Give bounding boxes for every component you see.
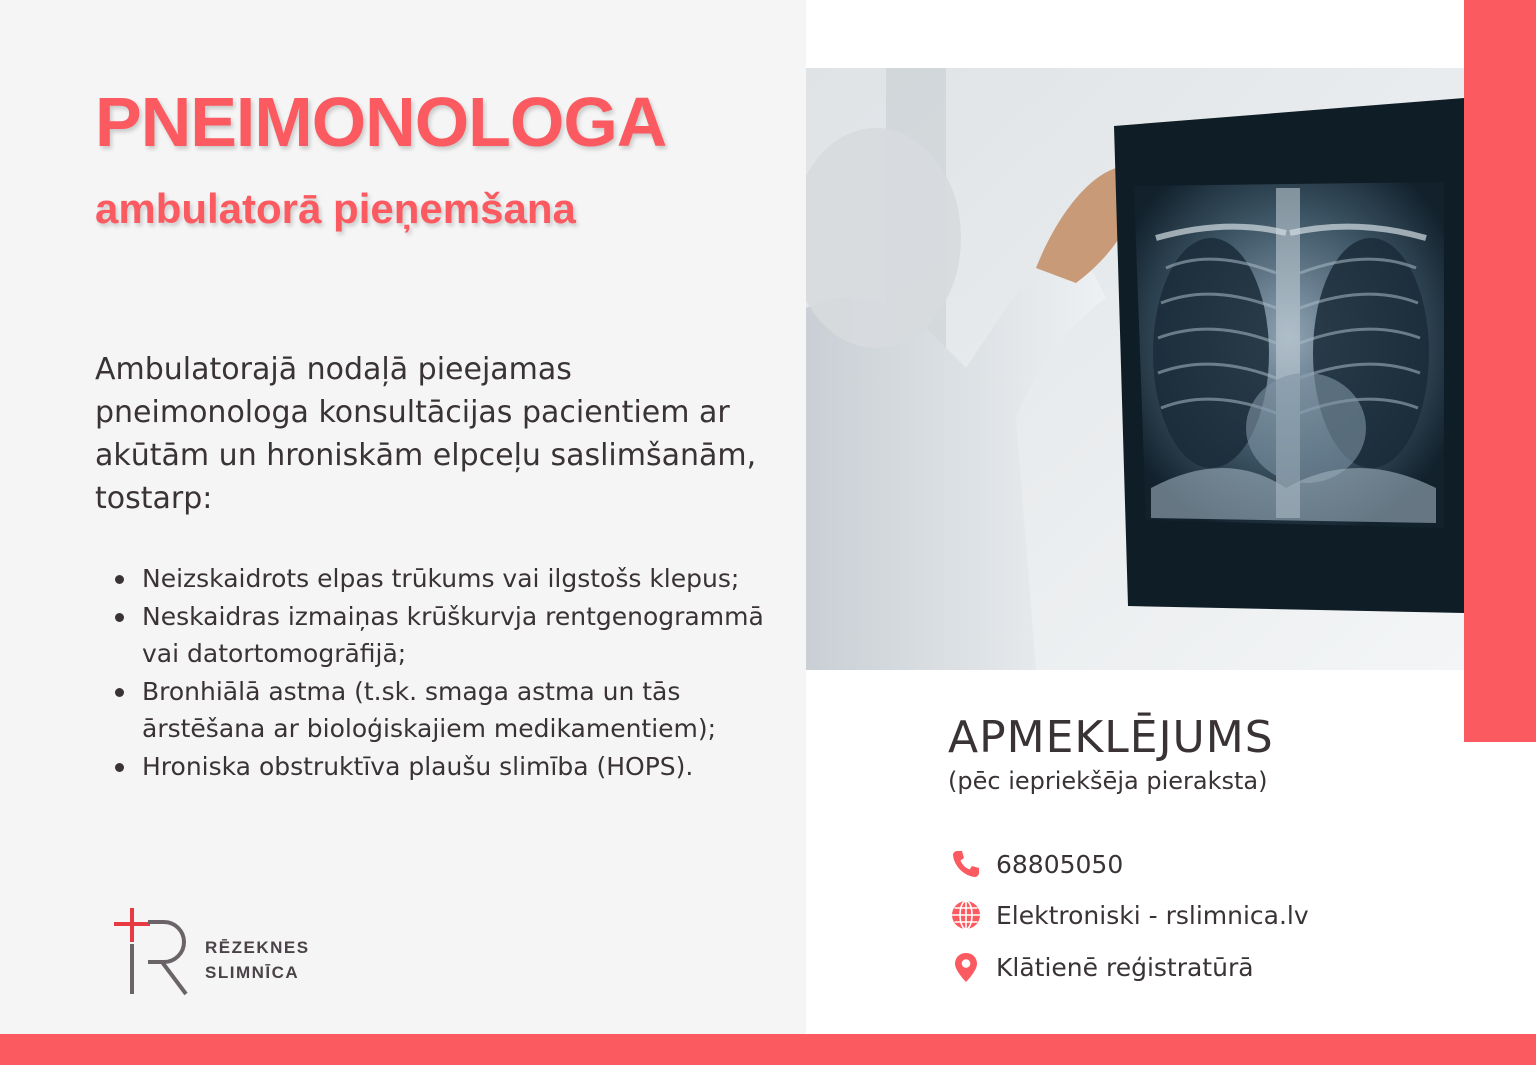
list-item [115,748,785,786]
visit-subtitle: (pēc iepriekšēja pieraksta) [948,767,1268,795]
page-subtitle: ambulatorā pieņemšana [95,185,576,232]
list-item-text: Neskaidras izmaiņas krūškurvja rentgenogrammā vai datortomogrāfijā; [142,601,764,668]
location-text: Klātienē reģistratūrā [996,952,1254,982]
location-pin-icon [950,951,982,983]
phone-icon [950,848,982,880]
list-item [115,673,785,748]
list-item-text: Hroniska obstruktīva plaušu slimība (HOPS). [142,751,694,781]
xray-photo [806,68,1464,670]
page-title: PNEIMONOLOGA [95,83,667,161]
list-item [115,598,785,673]
accent-strip-bottom [0,1034,1536,1065]
bullet-icon [115,688,124,697]
contact-location [950,950,1254,984]
logo-line-2: SLIMNĪCA [205,963,300,982]
bullet-icon [115,763,124,772]
intro-text: Ambulatorajā nodaļā pieejamas pneimonologa konsultācijas pacientiem ar akūtām un hroniskām elpceļu saslimšanām, tostarp: [95,352,757,516]
condition-list [115,560,785,785]
bullet-icon [115,575,124,584]
visit-title: APMEKLĒJUMS [948,712,1274,763]
logo-line-1: RĒZEKNES [205,938,310,957]
accent-strip-right [1464,0,1536,742]
globe-icon [950,899,982,931]
list-item-text: Neizskaidrots elpas trūkums vai ilgstošs klepus; [142,564,740,593]
phone-number: 68805050 [996,849,1124,879]
contact-phone [950,847,1123,881]
hospital-logo-text [205,935,310,985]
list-item-text: Bronhiālā astma (t.sk. smaga astma un tās ārstēšana ar bioloģiskajiem medikamentiem); [142,676,717,743]
contact-web [950,898,1309,932]
list-item [115,560,785,598]
bullet-icon [115,613,124,622]
website-link: Elektroniski - rslimnica.lv [996,900,1309,930]
